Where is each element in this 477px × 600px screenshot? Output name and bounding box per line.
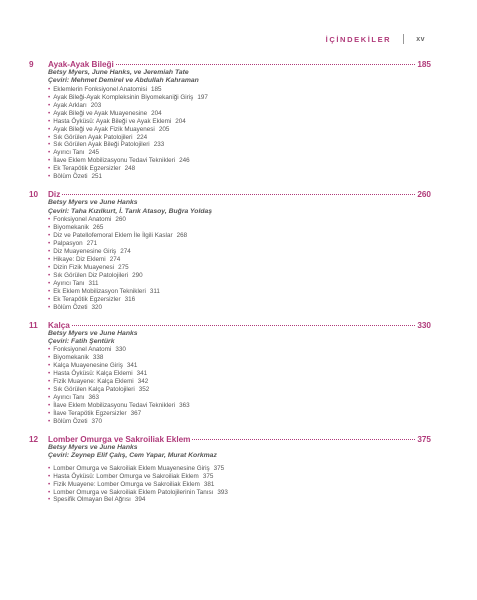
item-page: 246 <box>179 157 190 165</box>
bullet-icon: • <box>48 394 51 402</box>
chapter-authors: Betsy Myers, June Hanks, ve Jeremiah Tate <box>48 69 189 76</box>
bullet-icon: • <box>48 255 51 263</box>
bullet-icon: • <box>48 287 51 295</box>
list-item[interactable] <box>48 465 431 473</box>
chapter-entry <box>29 321 431 426</box>
item-page: 248 <box>124 165 136 173</box>
bullet-icon: • <box>48 117 51 125</box>
chapter-translators: Çeviri: Taha Kızılkurt, İ. Tarık Atasoy, Buğra Yoldaş <box>48 207 213 215</box>
list-item[interactable] <box>48 288 431 296</box>
bullet-icon: • <box>48 173 51 181</box>
list-item[interactable] <box>48 94 431 102</box>
running-header <box>326 34 425 44</box>
list-item[interactable] <box>48 118 431 126</box>
header-divider <box>403 34 404 44</box>
item-page: 342 <box>137 378 149 386</box>
bullet-icon: • <box>48 216 51 224</box>
bullet-icon: • <box>48 85 51 93</box>
list-item[interactable] <box>48 496 431 504</box>
item-page: 341 <box>136 370 148 378</box>
dot-leader <box>62 194 415 195</box>
item-page: 251 <box>91 173 103 181</box>
item-page: 197 <box>197 93 208 101</box>
bullet-icon: • <box>48 271 51 279</box>
list-item[interactable] <box>48 102 431 110</box>
list-item[interactable] <box>48 362 431 370</box>
item-title: Bölüm Özeti <box>53 173 88 181</box>
list-item[interactable] <box>48 86 431 94</box>
item-title: Lomber Omurga ve Sakroiliak Eklem Muayenesine Giriş <box>53 464 210 472</box>
list-item[interactable] <box>48 304 431 312</box>
list-item[interactable] <box>48 157 431 165</box>
bullet-icon: • <box>48 409 51 417</box>
bullet-icon: • <box>48 386 51 394</box>
bullet-icon: • <box>48 417 51 425</box>
item-page: 338 <box>92 354 104 362</box>
bullet-icon: • <box>48 401 51 409</box>
bullet-icon: • <box>48 141 51 149</box>
chapter-title: Diz <box>48 190 61 200</box>
chapter-title: Ayak-Ayak Bileği <box>48 60 114 69</box>
list-item[interactable] <box>48 378 431 386</box>
bullet-icon: • <box>48 157 51 165</box>
chapter-heading[interactable] <box>29 321 431 330</box>
item-page: 375 <box>213 464 225 472</box>
item-page: 275 <box>118 263 129 271</box>
item-title: Hasta Öyküsü: Ayak Bileği ve Ayak Eklemi <box>53 117 172 125</box>
item-page: 204 <box>151 109 162 117</box>
item-title: Ayak Arkları <box>53 101 87 109</box>
item-title: Ek Eklem Mobilizasyon Teknikleri <box>53 287 146 295</box>
list-item[interactable] <box>48 402 431 410</box>
chapter-heading[interactable] <box>29 435 431 444</box>
list-item[interactable] <box>48 256 431 264</box>
list-item[interactable] <box>48 370 431 378</box>
list-item[interactable] <box>48 110 431 118</box>
list-item[interactable] <box>48 264 431 272</box>
item-title: Hasta Öyküsü: Lomber Omurga ve Sakroiliak Eklem <box>53 472 199 480</box>
list-item[interactable] <box>48 126 431 134</box>
bullet-icon: • <box>48 362 51 370</box>
list-item[interactable] <box>48 173 431 181</box>
chapter-number: 12 <box>29 434 39 444</box>
item-title: Fizik Muayene: Lomber Omurga ve Sakroiliak Eklem <box>53 480 200 488</box>
list-item[interactable] <box>48 489 431 497</box>
item-page: 311 <box>149 287 160 295</box>
section-title: İÇİNDEKİLER <box>325 34 392 44</box>
chapter-page: 185 <box>417 60 431 69</box>
item-title: Dizin Fizik Muayenesi <box>53 263 115 271</box>
list-item[interactable] <box>48 296 431 304</box>
item-page: 370 <box>91 417 103 425</box>
bullet-icon: • <box>48 354 51 362</box>
chapter-page: 260 <box>417 190 431 200</box>
bullet-icon: • <box>48 346 51 354</box>
list-item[interactable] <box>48 232 431 240</box>
item-page: 381 <box>203 480 215 488</box>
list-item[interactable] <box>48 394 431 402</box>
item-title: Fonksiyonel Anatomi <box>53 346 112 354</box>
list-item[interactable] <box>48 165 431 173</box>
item-page: 185 <box>151 85 162 93</box>
chapter-entry <box>29 190 431 311</box>
item-title: Lomber Omurga ve Sakroiliak Eklem Patolojilerinin Tanısı <box>53 488 214 496</box>
item-title: Ayak Bileği ve Ayak Fizik Muayenesi <box>53 125 155 133</box>
item-page: 265 <box>92 224 104 232</box>
item-title: Hasta Öyküsü: Kalça Eklemi <box>53 370 133 378</box>
item-page: 205 <box>158 125 170 133</box>
chapter-translators: Çeviri: Mehmet Demirel ve Abdullah Kahraman <box>48 77 199 85</box>
item-page: 375 <box>202 472 214 480</box>
dot-leader <box>116 64 415 65</box>
list-item[interactable] <box>48 141 431 149</box>
section-list <box>29 346 431 426</box>
item-title: Diz ve Patellofemoral Eklem İle İlgili Kaslar <box>53 231 173 239</box>
item-title: Bölüm Özeti <box>53 303 88 311</box>
section-list <box>29 216 431 311</box>
item-title: Fizik Muayene: Kalça Eklemi <box>53 378 134 386</box>
item-page: 352 <box>138 386 150 394</box>
item-title: Sık Görülen Ayak Bileği Patolojileri <box>53 141 150 149</box>
table-of-contents <box>29 60 431 513</box>
bullet-icon: • <box>48 488 51 496</box>
chapter-entry <box>29 60 431 181</box>
item-page: 311 <box>88 279 99 287</box>
chapter-authors: Betsy Myers ve June Hanks <box>48 199 138 207</box>
item-title: Ayak Bileği-Ayak Kompleksinin Biyomekaniği Giriş <box>53 93 194 101</box>
bullet-icon: • <box>48 165 51 173</box>
list-item[interactable] <box>48 473 431 481</box>
chapter-title: Kalça <box>48 320 70 330</box>
bullet-icon: • <box>48 279 51 287</box>
list-item[interactable] <box>48 410 431 418</box>
chapter-page: 330 <box>417 320 431 330</box>
list-item[interactable] <box>48 134 431 142</box>
page-number: xv <box>416 35 425 43</box>
item-title: Ayırıcı Tanı <box>53 394 85 402</box>
list-item[interactable] <box>48 240 431 248</box>
chapter-authors: Betsy Myers ve June Hanks <box>48 443 138 451</box>
list-item[interactable] <box>48 224 431 232</box>
item-title: Palpasyon <box>53 239 83 247</box>
item-page: 271 <box>86 239 98 247</box>
item-title: Ayak Bileği ve Ayak Muayenesine <box>53 109 148 117</box>
list-item[interactable] <box>48 346 431 354</box>
item-title: Bölüm Özeti <box>53 417 88 425</box>
item-page: 316 <box>124 295 136 303</box>
bullet-icon: • <box>48 464 51 472</box>
bullet-icon: • <box>48 125 51 133</box>
item-title: Biyomekanik <box>53 224 89 232</box>
item-page: 367 <box>130 409 142 417</box>
item-page: 233 <box>153 141 165 149</box>
dot-leader <box>72 325 415 326</box>
section-list <box>29 465 431 505</box>
item-title: Diz Muayenesine Giriş <box>53 247 117 255</box>
chapter-translators: Çeviri: Fatih Şentürk <box>48 337 115 345</box>
item-title: Spesifik Olmayan Bel Ağrısı <box>53 496 131 504</box>
item-page: 330 <box>115 346 126 354</box>
item-title: Eklemlerin Fonksiyonel Anatomisi <box>53 85 148 93</box>
bullet-icon: • <box>48 295 51 303</box>
item-title: Ayırıcı Tanı <box>53 279 85 287</box>
chapter-title: Lomber Omurga ve Sakroiliak Eklem <box>48 434 191 444</box>
bullet-icon: • <box>48 472 51 480</box>
chapter-number: 10 <box>29 190 39 200</box>
chapter-heading[interactable] <box>29 60 431 69</box>
item-page: 268 <box>176 231 188 239</box>
item-page: 320 <box>91 303 103 311</box>
item-page: 203 <box>90 101 102 109</box>
chapter-page: 375 <box>417 434 431 444</box>
chapter-number: 9 <box>29 60 34 69</box>
chapter-entry <box>29 435 431 505</box>
list-item[interactable] <box>48 418 431 426</box>
chapter-heading[interactable] <box>29 190 431 199</box>
bullet-icon: • <box>48 247 51 255</box>
item-title: İlave Eklem Mobilizasyonu Tedavi Teknikleri <box>53 157 176 165</box>
list-item[interactable] <box>48 248 431 256</box>
bullet-icon: • <box>48 239 51 247</box>
item-title: Ek Terapötik Egzersizler <box>53 295 121 303</box>
item-page: 245 <box>88 149 100 157</box>
bullet-icon: • <box>48 101 51 109</box>
item-page: 394 <box>134 496 146 504</box>
item-title: Biyomekanik <box>53 354 89 362</box>
item-title: Hikaye: Diz Eklemi <box>53 255 106 263</box>
list-item[interactable] <box>48 481 431 489</box>
chapter-number: 11 <box>29 320 38 330</box>
item-page: 274 <box>109 255 121 263</box>
item-page: 224 <box>136 133 148 141</box>
bullet-icon: • <box>48 231 51 239</box>
list-item[interactable] <box>48 386 431 394</box>
bullet-icon: • <box>48 370 51 378</box>
bullet-icon: • <box>48 93 51 101</box>
list-item[interactable] <box>48 280 431 288</box>
item-page: 290 <box>132 271 143 279</box>
list-item[interactable] <box>48 272 431 280</box>
item-title: Sık Görülen Kalça Patolojileri <box>53 386 135 394</box>
bullet-icon: • <box>48 480 51 488</box>
bullet-icon: • <box>48 303 51 311</box>
list-item[interactable] <box>48 216 431 224</box>
item-title: Kalça Muayenesine Giriş <box>53 362 123 370</box>
bullet-icon: • <box>48 263 51 271</box>
bullet-icon: • <box>48 149 51 157</box>
item-page: 260 <box>115 216 126 224</box>
section-list <box>29 86 431 181</box>
bullet-icon: • <box>48 109 51 117</box>
item-title: Sık Görülen Ayak Patolojileri <box>53 133 133 141</box>
bullet-icon: • <box>48 496 51 504</box>
item-page: 204 <box>175 117 186 125</box>
bullet-icon: • <box>48 224 51 232</box>
item-page: 393 <box>217 488 228 496</box>
item-title: Ayırıcı Tanı <box>53 149 85 157</box>
chapter-translators: Çeviri: Zeynep Elif Çalış, Cem Yapar, Murat Korkmaz <box>48 452 217 460</box>
item-page: 363 <box>88 394 100 402</box>
item-page: 363 <box>179 401 190 409</box>
item-title: Sık Görülen Diz Patolojileri <box>53 271 129 279</box>
bullet-icon: • <box>48 378 51 386</box>
item-title: İlave Eklem Mobilizasyonu Tedavi Teknikleri <box>53 401 176 409</box>
item-title: İlave Terapötik Egzersizler <box>53 409 127 417</box>
item-title: Fonksiyonel Anatomi <box>53 216 112 224</box>
chapter-authors: Betsy Myers ve June Hanks <box>48 329 138 337</box>
dot-leader <box>192 439 415 440</box>
item-page: 341 <box>126 362 138 370</box>
list-item[interactable] <box>48 354 431 362</box>
item-title: Ek Terapötik Egzersizler <box>53 165 121 173</box>
item-page: 274 <box>120 247 131 255</box>
bullet-icon: • <box>48 133 51 141</box>
